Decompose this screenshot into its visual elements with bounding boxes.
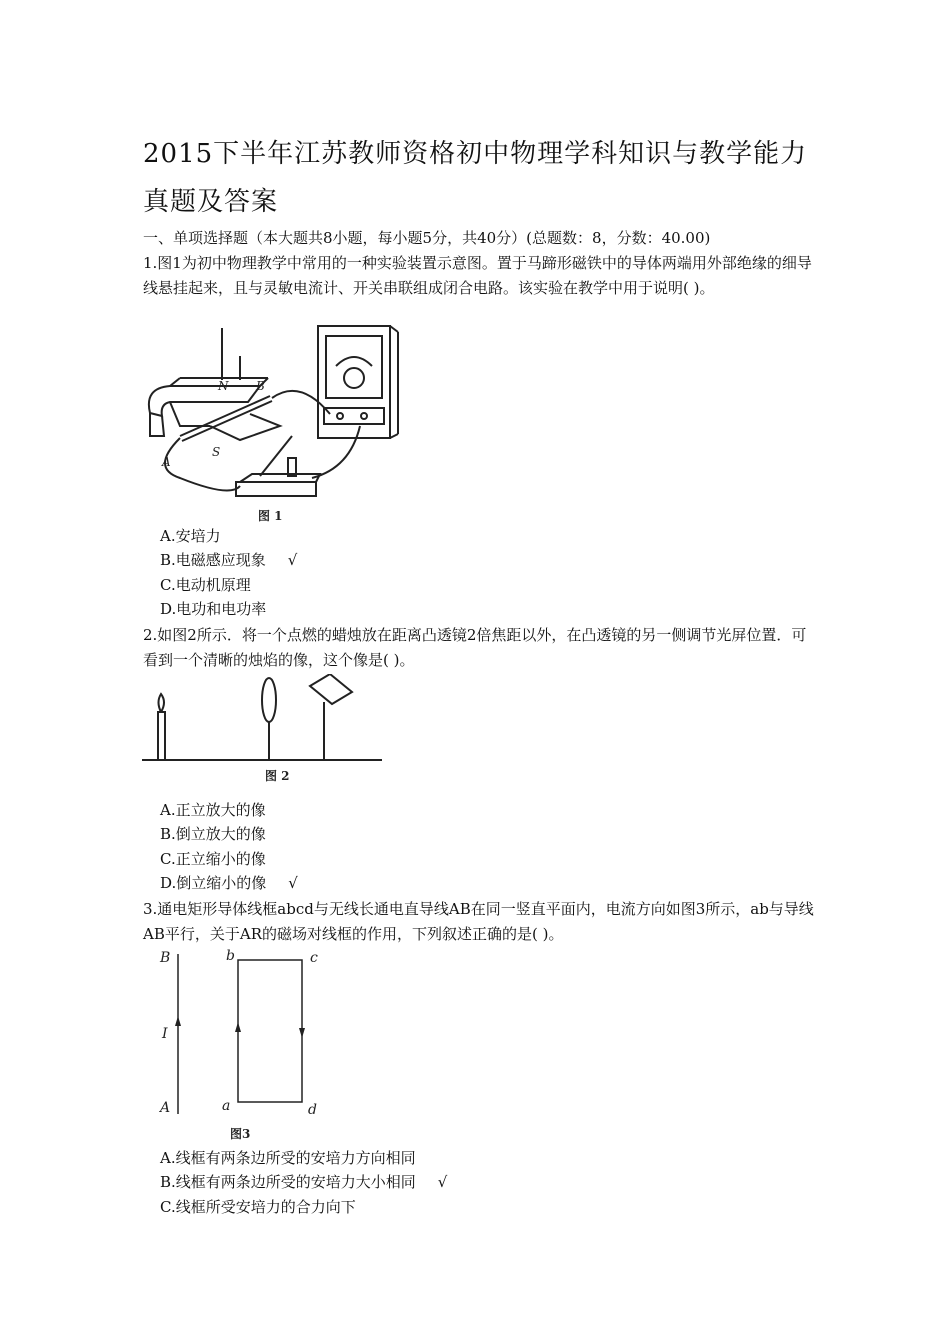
correct-checkmark: √ [287, 551, 298, 569]
q2-option-c [160, 847, 266, 871]
q3-option-a [160, 1146, 416, 1170]
question-3-text: 3.通电矩形导体线框abcd与无线长通电直导线AB在同一竖直平面内，电流方向如图3所示，ab与导线AB平行，关于AR的磁场对线框的作用，下列叙述正确的是( )。 [143, 900, 814, 943]
label-A: A [160, 1100, 171, 1116]
q1-option-a [160, 524, 221, 548]
option-label: D.倒立缩小的像 [160, 874, 267, 892]
option-label: C.线框所受安培力的合力向下 [160, 1198, 356, 1216]
label-a: a [222, 1098, 231, 1114]
q1-option-c [160, 573, 251, 597]
label-c: c [310, 950, 318, 966]
option-label: A.安培力 [160, 527, 221, 545]
option-label: B.电磁感应现象 [160, 551, 266, 569]
question-2-text: 2.如图2所示．将一个点燃的蜡烛放在距离凸透镜2倍焦距以外，在凸透镜的另一侧调节光屏位置．可看到一个清晰的烛焰的像，这个像是( )。 [143, 626, 807, 669]
figure-1-apparatus [140, 318, 420, 526]
option-label: C.正立缩小的像 [160, 850, 266, 868]
label-N: N [218, 379, 229, 393]
figure-2-caption: 图 2 [265, 769, 290, 783]
figure-1-caption: 图 1 [258, 509, 283, 523]
option-label: A.线框有两条边所受的安培力方向相同 [160, 1149, 416, 1167]
correct-checkmark: √ [288, 874, 298, 892]
q2-option-a [160, 798, 266, 822]
figure-2-optical-bench [142, 674, 384, 786]
option-label: C.电动机原理 [160, 576, 251, 594]
document-title: 2015下半年江苏教师资格初中物理学科知识与教学能力真题及答案 [143, 139, 808, 217]
label-S: S [212, 445, 221, 459]
correct-checkmark: √ [437, 1173, 448, 1191]
q1-option-b [160, 548, 297, 572]
figure-3-caption: 图3 [230, 1127, 251, 1141]
q3-option-b [160, 1170, 447, 1194]
label-I: I [162, 1026, 168, 1042]
option-label: B.线框有两条边所受的安培力大小相同 [160, 1173, 416, 1191]
q1-option-d [160, 597, 266, 621]
label-b: b [226, 948, 235, 964]
label-B: B [256, 379, 265, 393]
section-header: 一、单项选择题（本大题共8小题，每小题5分，共40分）(总题数：8，分数：40.00) [143, 229, 711, 247]
label-A: A [162, 455, 171, 469]
figure-3-wire-and-loop [156, 946, 336, 1142]
question-1-text: 1.图1为初中物理教学中常用的一种实验装置示意图。置于马蹄形磁铁中的导体两端用外部绝缘的细导线悬挂起来，且与灵敏电流计、开关串联组成闭合电路。该实验在教学中用于说明( )。 [143, 254, 812, 297]
option-label: D.电功和电功率 [160, 600, 267, 618]
q2-option-b [160, 822, 266, 846]
label-d: d [308, 1102, 317, 1118]
q2-option-d [160, 871, 298, 895]
q3-option-c [160, 1195, 356, 1219]
option-label: B.倒立放大的像 [160, 825, 266, 843]
label-B: B [160, 950, 171, 966]
option-label: A.正立放大的像 [160, 801, 266, 819]
